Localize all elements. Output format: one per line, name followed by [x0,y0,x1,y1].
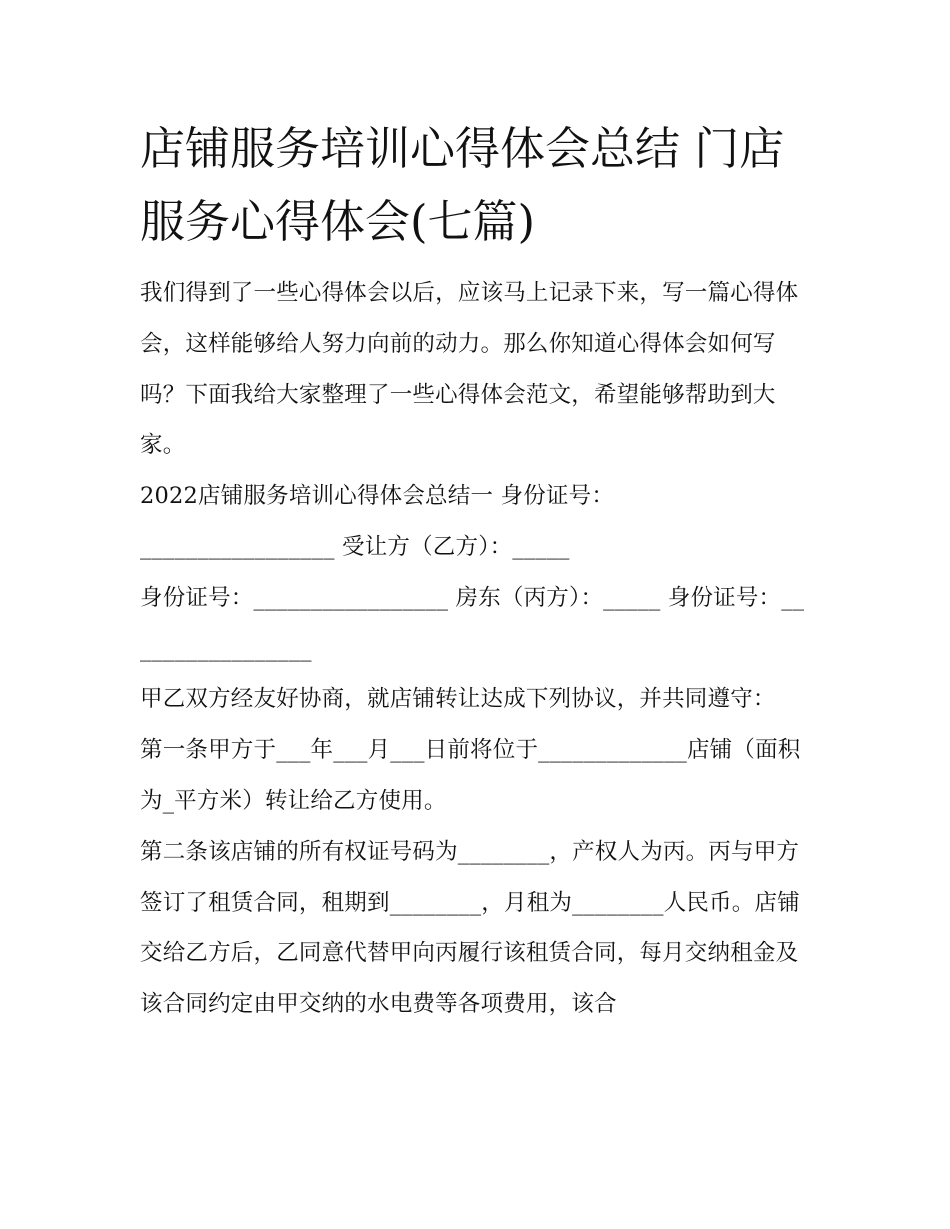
landlord-id-line: 身份证号：_________________ 房东（丙方）：_____ 身份证号：_________________ [140,584,805,662]
document-title: 店铺服务培训心得体会总结 门店服务心得体会(七篇) [140,122,785,248]
transferee-line: _________________ 受让方（乙方）：_____ [140,533,570,560]
section-heading-line: 2022店铺服务培训心得体会总结一 身份证号： [140,483,615,510]
article-two-paragraph: 第二条该店铺的所有权证号码为________，产权人为丙。丙与甲方签订了租赁合同，租期到________，月租为________人民币。店铺交给乙方后，乙同意代替甲向丙履行该租赁合同，每月交纳租金及该合同约定由甲交纳的水电费等各项费用，该合 [140,838,800,1018]
article-one-paragraph: 第一条甲方于___年___月___日前将位于_____________店铺（面积为_平方米）转让给乙方使用。 [140,737,801,814]
agreement-intro-paragraph: 甲乙双方经友好协商，就店铺转让达成下列协议，并共同遵守： [140,686,776,713]
intro-paragraph: 我们得到了一些心得体会以后，应该马上记录下来，写一篇心得体会，这样能够给人努力向前的动力。那么你知道心得体会如何写吗？下面我给大家整理了一些心得体会范文，希望能够帮助到大家。 [140,280,799,459]
document-body [140,112,812,1030]
